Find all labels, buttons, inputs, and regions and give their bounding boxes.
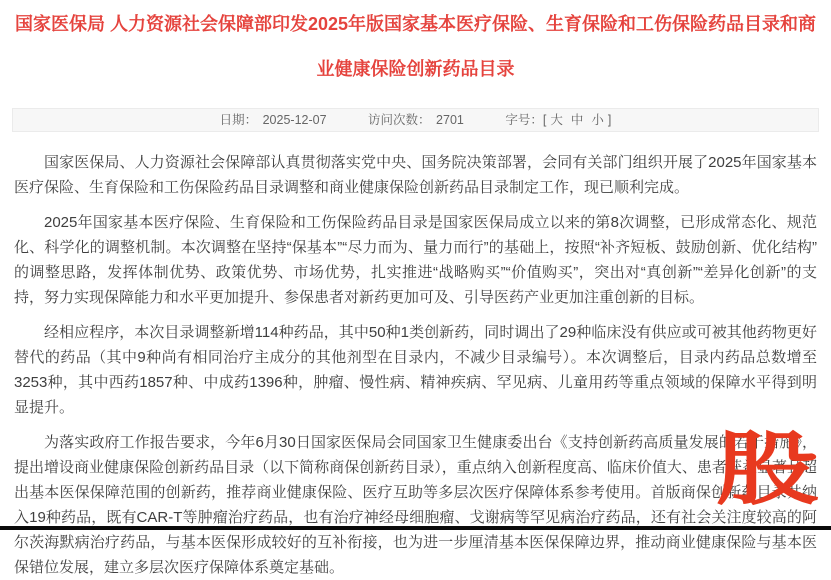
date-value: 2025-12-07 (262, 113, 327, 127)
article-body (14, 150, 817, 580)
font-size-label: 字号： (505, 113, 543, 127)
paragraph-commercial-insurance: 为落实政府工作报告要求，今年6月30日国家医保局会同国家卫生健康委出台《支持创新药高质量发展的若干措施》，提出增设商业健康保险创新药品目录（以下简称商保创新药目录），重点纳入创新程度高、临床价值大、患者获益显著且超出基本医保保障范围的创新药，推荐商业健康保险、医疗互助等多层次医疗保障体系参考使用。首版商保创新药目录共纳入19种药品，既有CAR-T等肿瘤治疗药品，也有治疗神经母细胞瘤、戈谢病等罕见病治疗药品，还有社会关注度较高的阿尔茨海默病治疗药品，与基本医保形成较好的互补衔接，也为进一步厘清基本医保保障边界，推动商业健康保险与基本医保错位发展，建立多层次医疗保障体系奠定基础。 (14, 434, 817, 576)
font-size-medium-button[interactable]: 中 (570, 113, 584, 127)
date-label: 日期： (219, 113, 258, 127)
bracket-open: [ (542, 113, 547, 127)
visits-count: 2701 (436, 113, 464, 127)
meta-date (220, 109, 327, 131)
paragraph-intro: 国家医保局、人力资源社会保障部认真贯彻落实党中央、国务院决策部署，会同有关部门组织开展了2025年国家基本医疗保险、生育保险和工伤保险药品目录调整和商业健康保险创新药品目录制定工作，现已顺利完成。 (14, 154, 817, 196)
meta-bar (12, 108, 819, 132)
font-size-small-button[interactable]: 小 (591, 113, 604, 127)
font-size-large-button[interactable]: 大 (550, 113, 563, 127)
stock-watermark-character: 股 (716, 425, 819, 514)
bracket-close: ] (607, 113, 612, 127)
bottom-divider (0, 526, 831, 530)
font-size-switcher (505, 109, 611, 131)
meta-visits (368, 109, 464, 131)
paragraph-catalog-adjustment: 2025年国家基本医疗保险、生育保险和工伤保险药品目录是国家医保局成立以来的第8次调整，已形成常态化、规范化、科学化的调整机制。本次调整在坚持“保基本”“尽力而为、量力而行”的基础上，按照“补齐短板、鼓励创新、优化结构”的调整思路，发挥体制优势、政策优势、市场优势，扎实推进“战略购买”“价值购买”，突出对“真创新”“差异化创新”的支持，努力实现保障能力和水平更加提升、参保患者对新药更加可及、引导医药产业更加注重创新的目标。 (14, 214, 817, 306)
page-title: 国家医保局 人力资源社会保障部印发2025年版国家基本医疗保险、生育保险和工伤保险药品目录和商业健康保险创新药品目录 (14, 14, 817, 79)
paragraph-drug-numbers: 经相应程序，本次目录调整新增114种药品，其中50种1类创新药，同时调出了29种临床没有供应或可被其他药物更好替代的药品（其中9种尚有相同治疗主成分的其他剂型在目录内，不减少目录编号）。本次调整后，目录内药品总数增至3253种，其中西药1857种、中成药1396种，肿瘤、慢性病、精神疾病、罕见病、儿童用药等重点领域的保障水平得到明显提升。 (14, 324, 817, 416)
visits-label: 访问次数： (368, 113, 431, 127)
